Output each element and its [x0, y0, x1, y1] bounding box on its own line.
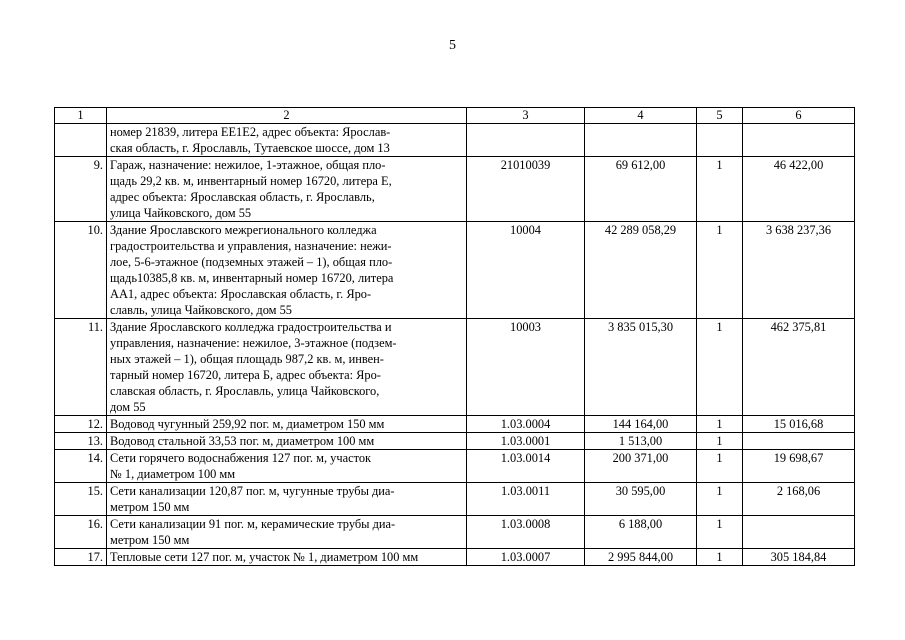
table-row: [55, 157, 855, 222]
row-book-value: 6 188,00: [585, 516, 697, 549]
row-quantity: [697, 124, 743, 157]
row-residual-value: [743, 124, 855, 157]
row-book-value: 144 164,00: [585, 416, 697, 433]
table-row: [55, 124, 855, 157]
table-row: [55, 483, 855, 516]
property-table: [54, 107, 855, 566]
row-book-value: 69 612,00: [585, 157, 697, 222]
row-quantity: 1: [697, 516, 743, 549]
row-description: Водовод стальной 33,53 пог. м, диаметром 100 мм: [107, 433, 467, 450]
page-number: 5: [449, 38, 456, 53]
table-row: [55, 549, 855, 566]
row-book-value: 42 289 058,29: [585, 222, 697, 319]
table-row: [55, 433, 855, 450]
row-book-value: 3 835 015,30: [585, 319, 697, 416]
row-number: 16.: [55, 516, 107, 549]
row-book-value: 2 995 844,00: [585, 549, 697, 566]
row-description: Сети канализации 120,87 пог. м, чугунные трубы диа- метром 150 мм: [107, 483, 467, 516]
column-header: 3: [467, 108, 585, 124]
row-description: Сети горячего водоснабжения 127 пог. м, участок № 1, диаметром 100 мм: [107, 450, 467, 483]
row-book-value: 30 595,00: [585, 483, 697, 516]
row-number: 10.: [55, 222, 107, 319]
row-number: 14.: [55, 450, 107, 483]
row-number: 9.: [55, 157, 107, 222]
row-quantity: 1: [697, 433, 743, 450]
row-quantity: 1: [697, 319, 743, 416]
row-residual-value: 2 168,06: [743, 483, 855, 516]
table-row: [55, 516, 855, 549]
row-inventory-code: 1.03.0014: [467, 450, 585, 483]
row-number: [55, 124, 107, 157]
row-number: 12.: [55, 416, 107, 433]
row-inventory-code: 10003: [467, 319, 585, 416]
row-residual-value: 3 638 237,36: [743, 222, 855, 319]
table-row: [55, 450, 855, 483]
row-book-value: 200 371,00: [585, 450, 697, 483]
row-number: 13.: [55, 433, 107, 450]
row-residual-value: 15 016,68: [743, 416, 855, 433]
row-residual-value: 305 184,84: [743, 549, 855, 566]
row-book-value: [585, 124, 697, 157]
row-quantity: 1: [697, 222, 743, 319]
row-inventory-code: 1.03.0008: [467, 516, 585, 549]
row-quantity: 1: [697, 549, 743, 566]
row-inventory-code: 1.03.0001: [467, 433, 585, 450]
row-inventory-code: 21010039: [467, 157, 585, 222]
column-header: 1: [55, 108, 107, 124]
row-description: номер 21839, литера ЕЕ1Е2, адрес объекта: Ярослав- ская область, г. Ярославль, Тутаевское шоссе, дом 13: [107, 124, 467, 157]
row-book-value: 1 513,00: [585, 433, 697, 450]
row-inventory-code: 1.03.0007: [467, 549, 585, 566]
row-description: Тепловые сети 127 пог. м, участок № 1, диаметром 100 мм: [107, 549, 467, 566]
row-number: 11.: [55, 319, 107, 416]
row-residual-value: 462 375,81: [743, 319, 855, 416]
row-residual-value: [743, 433, 855, 450]
row-number: 15.: [55, 483, 107, 516]
row-description: Сети канализации 91 пог. м, керамические трубы диа- метром 150 мм: [107, 516, 467, 549]
column-header: 5: [697, 108, 743, 124]
row-description: Водовод чугунный 259,92 пог. м, диаметром 150 мм: [107, 416, 467, 433]
row-description: Здание Ярославского межрегионального колледжа градостроительства и управления, назначение: нежи- лое, 5-6-этажное (подземных этажей – 1), общая пло- щадь10385,8 кв. м, инвентарный номер 16720, литера АА1, адрес объекта: Ярославская область, г. Яро- славль, улица Чайковского, дом 55: [107, 222, 467, 319]
row-description: Гараж, назначение: нежилое, 1-этажное, общая пло- щадь 29,2 кв. м, инвентарный номер 16720, литера Е, адрес объекта: Ярославская область, г. Ярославль, улица Чайковского, дом 55: [107, 157, 467, 222]
row-quantity: 1: [697, 157, 743, 222]
table-row: [55, 319, 855, 416]
table-header-row: [55, 108, 855, 124]
column-header: 6: [743, 108, 855, 124]
row-description: Здание Ярославского колледжа градостроительства и управления, назначение: нежилое, 3-этажное (подзем- ных этажей – 1), общая площадь 987,2 кв. м, инвен- тарный номер 16720, литера Б, адрес объекта: Яро- славская область, г. Ярославль, улица Чайковского, дом 55: [107, 319, 467, 416]
row-residual-value: 46 422,00: [743, 157, 855, 222]
row-residual-value: 19 698,67: [743, 450, 855, 483]
row-inventory-code: 1.03.0004: [467, 416, 585, 433]
row-number: 17.: [55, 549, 107, 566]
row-inventory-code: [467, 124, 585, 157]
row-quantity: 1: [697, 416, 743, 433]
row-residual-value: [743, 516, 855, 549]
table-row: [55, 416, 855, 433]
column-header: 4: [585, 108, 697, 124]
row-quantity: 1: [697, 450, 743, 483]
row-inventory-code: 10004: [467, 222, 585, 319]
row-inventory-code: 1.03.0011: [467, 483, 585, 516]
column-header: 2: [107, 108, 467, 124]
table-row: [55, 222, 855, 319]
row-quantity: 1: [697, 483, 743, 516]
